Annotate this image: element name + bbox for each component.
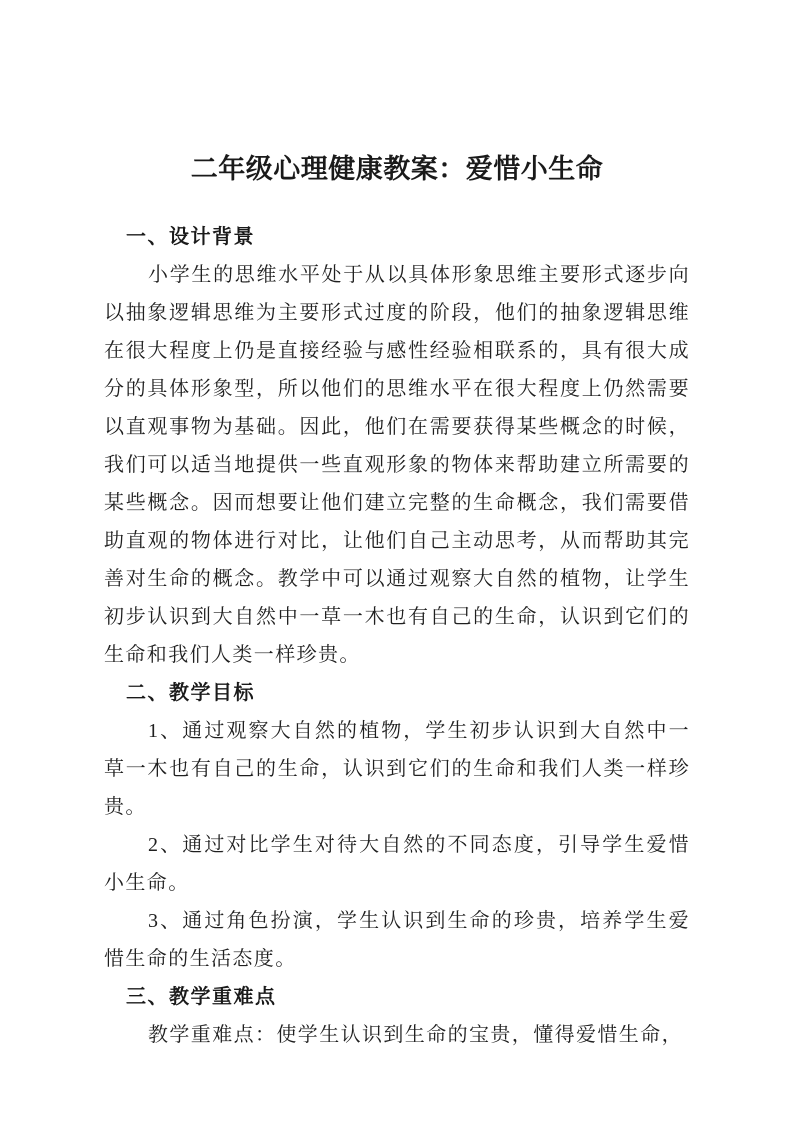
paragraph: 小学生的思维水平处于从以具体形象思维主要形式逐步向以抽象逻辑思维为主要形式过度的阶段，他们的抽象逻辑思维在很大程度上仍是直接经验与感性经验相联系的，具有很大成分的具体形象型，所以他们的思维水平在很大程度上仍然需要以直观事物为基础。因此，他们在需要获得某些概念的时候，我们可以适当地提供一些直观形象的物体来帮助建立所需要的某些概念。因而想要让他们建立完整的生命概念，我们需要借助直观的物体进行对比，让他们自己主动思考，从而帮助其完善对生命的概念。教学中可以通过观察大自然的植物，让学生初步认识到大自然中一草一木也有自己的生命，认识到它们的生命和我们人类一样珍贵。 [104, 264, 690, 666]
document-content [104, 0, 690, 1054]
section-heading-design-background: 一、设计背景 [126, 226, 255, 248]
paragraph: 1、通过观察大自然的植物，学生初步认识到大自然中一草一木也有自己的生命，认识到它们的生命和我们人类一样珍贵。 [104, 720, 690, 818]
page-title: 二年级心理健康教案：爱惜小生命 [190, 154, 604, 184]
paragraph: 3、通过角色扮演，学生认识到生命的珍贵，培养学生爱惜生命的生活态度。 [104, 910, 690, 970]
paragraph: 教学重难点：使学生认识到生命的宝贵，懂得爱惜生命， [148, 1024, 683, 1046]
title-spacer [104, 188, 690, 218]
section-heading-key-difficult-points: 三、教学重难点 [126, 986, 277, 1008]
paragraph: 2、通过对比学生对待大自然的不同态度，引导学生爱惜小生命。 [104, 834, 690, 894]
section-heading-teaching-objectives: 二、教学目标 [126, 682, 255, 704]
